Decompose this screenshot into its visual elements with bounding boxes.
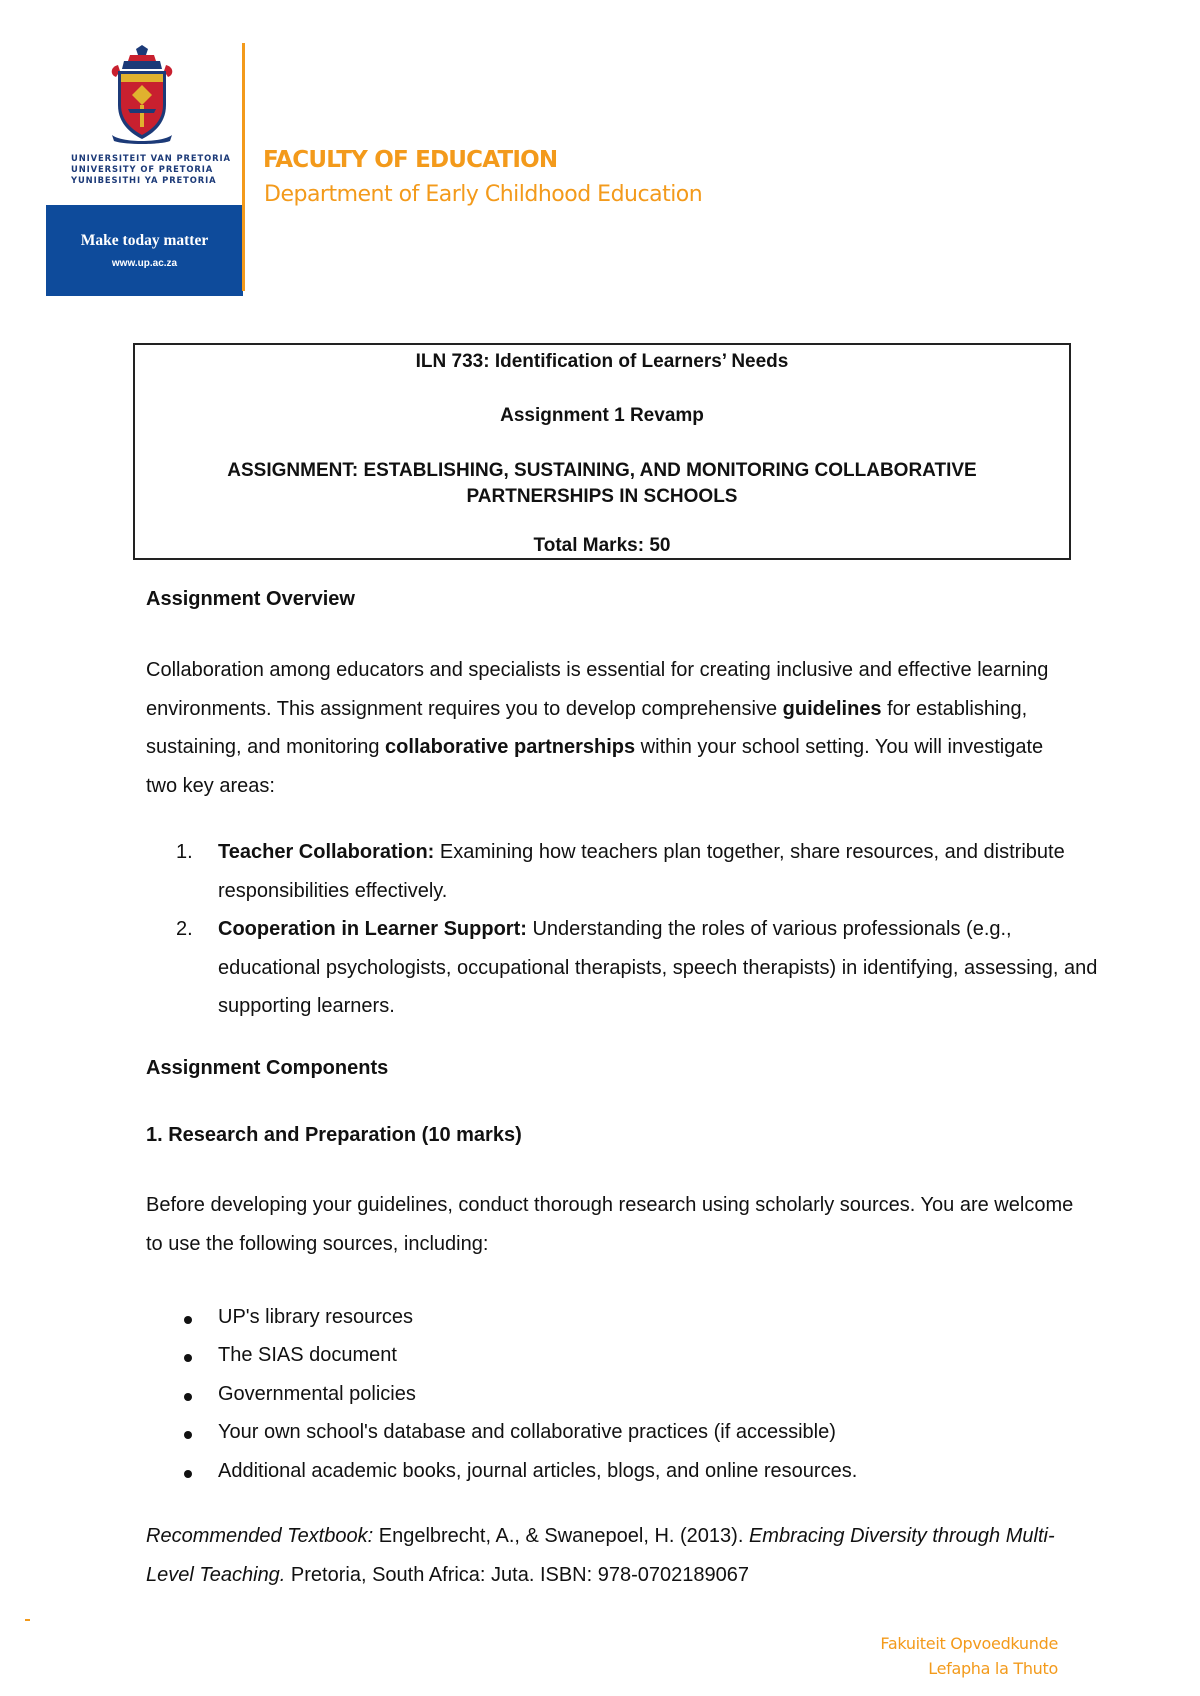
bullet-icon bbox=[184, 1431, 192, 1439]
bullet-icon bbox=[184, 1470, 192, 1478]
department-title: Department of Early Childhood Education bbox=[264, 182, 703, 207]
textbook-title: Embracing Diversity through Multi-Level Teaching. bbox=[146, 1525, 1055, 1586]
list-number: 2. bbox=[176, 918, 193, 940]
overview-text-1: Collaboration among educators and specialists is essential for creating inclusive and effective learning environments. This assignment requires you to develop comprehensive bbox=[146, 659, 1049, 720]
bullet-icon bbox=[184, 1393, 192, 1401]
overview-text-2: for establishing, sustaining, and monitoring bbox=[146, 697, 1028, 758]
overview-bold-guidelines: guidelines bbox=[782, 697, 882, 720]
motto-banner bbox=[46, 205, 243, 296]
banner-motto: Make today matter bbox=[80, 232, 209, 249]
bullet-text: UP's library resources bbox=[218, 1306, 413, 1328]
list-item-body: Examining how teachers plan together, share resources, and distribute responsibilities effectively. bbox=[218, 841, 1065, 902]
list-number: 1. bbox=[176, 841, 193, 863]
university-name-sepedi: YUNIBESITHI YA PRETORIA bbox=[71, 175, 217, 185]
university-name-afrikaans: UNIVERSITEIT VAN PRETORIA bbox=[71, 153, 231, 163]
list-text bbox=[218, 833, 1098, 910]
footer-faculty-sepedi: Lefapha la Thuto bbox=[928, 1659, 1058, 1678]
textbook-label: Recommended Textbook: bbox=[146, 1525, 374, 1547]
list-item bbox=[176, 833, 1076, 913]
list-item bbox=[176, 910, 1098, 1030]
bullet-icon bbox=[184, 1316, 192, 1324]
banner-url: www.up.ac.za bbox=[111, 258, 178, 269]
header-divider bbox=[242, 43, 245, 291]
bullet-text: The SIAS document bbox=[218, 1344, 397, 1366]
bullet-icon bbox=[184, 1354, 192, 1362]
overview-text-3: within your school setting. You will investigate two key areas: bbox=[146, 736, 1044, 797]
faculty-title: FACULTY OF EDUCATION bbox=[263, 147, 558, 173]
components-heading: Assignment Components bbox=[146, 1057, 389, 1079]
recommended-textbook bbox=[146, 1517, 1076, 1594]
footer-faculty-afrikaans: Fakuiteit Opvoedkunde bbox=[880, 1634, 1058, 1653]
list-text bbox=[218, 910, 1098, 1026]
list-item-title: Teacher Collaboration: bbox=[218, 841, 435, 863]
bullet-text: Additional academic books, journal articles, blogs, and online resources. bbox=[218, 1460, 858, 1482]
list-item-title: Cooperation in Learner Support: bbox=[218, 918, 527, 940]
overview-paragraph bbox=[146, 651, 1076, 805]
overview-heading: Assignment Overview bbox=[146, 588, 355, 610]
footer-mark bbox=[25, 1619, 30, 1621]
bullet-text: Your own school's database and collaborative practices (if accessible) bbox=[218, 1421, 836, 1443]
section-1-paragraph: Before developing your guidelines, conduct thorough research using scholarly sources. You are welcome to use the following sources, including: bbox=[146, 1194, 1074, 1255]
textbook-authors: Engelbrecht, A., & Swanepoel, H. (2013). bbox=[373, 1525, 749, 1547]
assignment-label: Assignment 1 Revamp bbox=[500, 405, 704, 426]
total-marks: Total Marks: 50 bbox=[533, 535, 671, 556]
course-title: ILN 733: Identification of Learners’ Needs bbox=[415, 351, 789, 372]
assignment-heading: ASSIGNMENT: ESTABLISHING, SUSTAINING, AND MONITORING COLLABORATIVE PARTNERSHIPS IN SCHOOLS bbox=[227, 460, 977, 507]
university-crest-icon bbox=[106, 45, 178, 145]
list-item-body: Understanding the roles of various professionals (e.g., educational psychologists, occupational therapists, speech therapists) in identifying, assessing, and supporting learners. bbox=[218, 918, 1098, 1017]
university-names bbox=[71, 153, 231, 186]
overview-bold-partnerships: collaborative partnerships bbox=[385, 736, 636, 758]
section-1-heading: 1. Research and Preparation (10 marks) bbox=[146, 1124, 522, 1146]
bullet-text: Governmental policies bbox=[218, 1383, 416, 1405]
textbook-publisher: Pretoria, South Africa: Juta. ISBN: 978-0702189067 bbox=[285, 1563, 749, 1586]
university-name-english: UNIVERSITY OF PRETORIA bbox=[71, 164, 214, 174]
assignment-title-box bbox=[133, 343, 1071, 560]
